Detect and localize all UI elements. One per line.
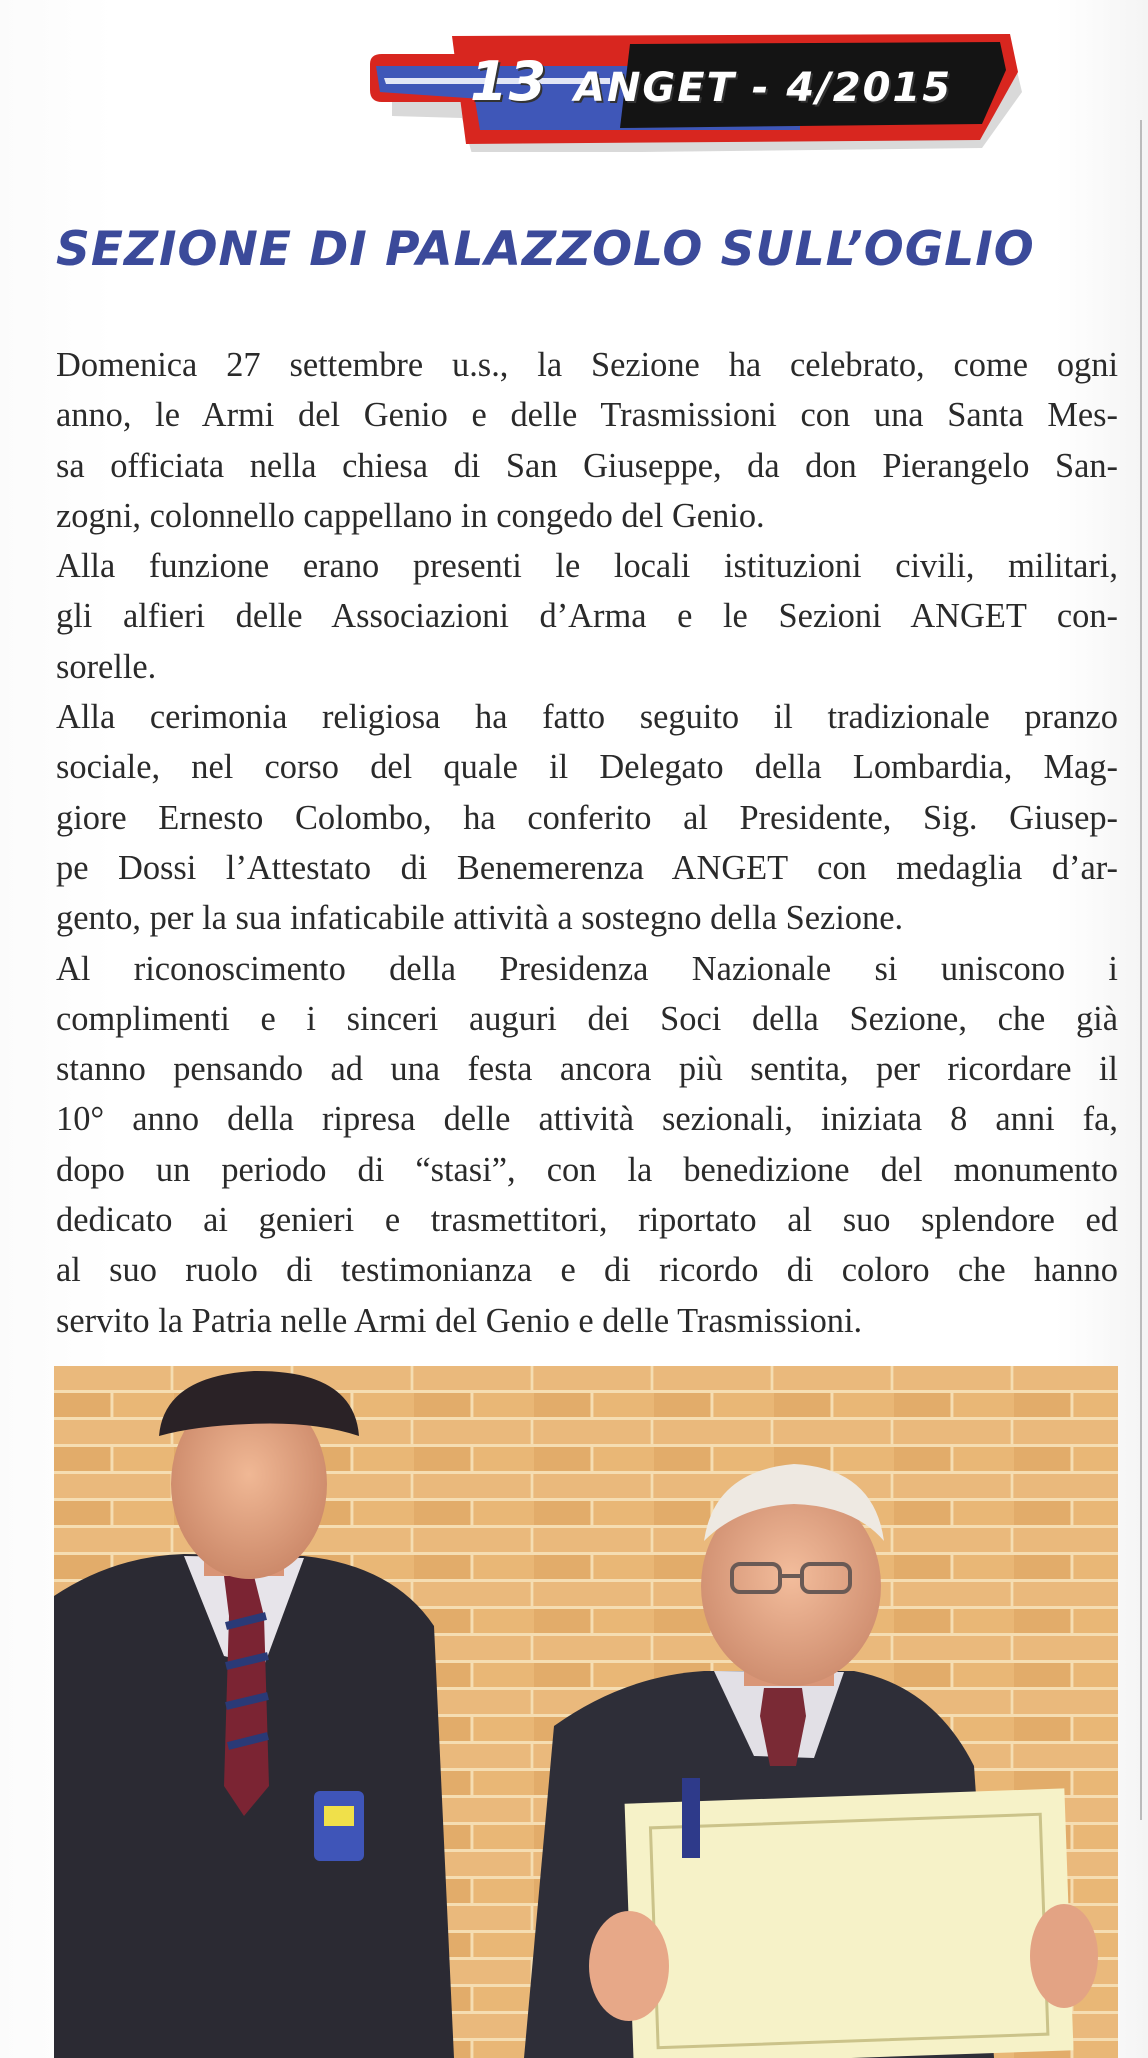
body-line: Al riconoscimento della Presidenza Nazionale si uniscono i: [56, 949, 1118, 988]
body-line: gli alfieri delle Associazioni d’Arma e le Sezioni ANGET con-: [56, 597, 1118, 636]
body-line: Alla cerimonia religiosa ha fatto seguito il tradizionale pranzo: [56, 698, 1118, 737]
body-line: pe Dossi l’Attestato di Benemerenza ANGET con medaglia d’ar-: [56, 848, 1118, 887]
body-line: dopo un periodo di “stasi”, con la benedizione del monumento: [56, 1150, 1118, 1189]
body-line: sorelle.: [56, 647, 157, 686]
body-line: al suo ruolo di testimonianza e di ricordo di coloro che hanno: [56, 1251, 1118, 1290]
body-line: servito la Patria nelle Armi del Genio e delle Trasmissioni.: [56, 1301, 863, 1340]
photo-illustration: [54, 1366, 1118, 2058]
body-line: zogni, colonnello cappellano in congedo del Genio.: [56, 496, 765, 535]
body-line: Alla funzione erano presenti le locali istituzioni civili, militari,: [56, 547, 1118, 586]
body-line: giore Ernesto Colombo, ha conferito al Presidente, Sig. Giusep-: [56, 798, 1118, 837]
body-line: stanno pensando ad una festa ancora più sentita, per ricordare il: [56, 1050, 1118, 1089]
body-line: sociale, nel corso del quale il Delegato della Lombardia, Mag-: [56, 748, 1118, 787]
body-line: gento, per la sua infaticabile attività a sostegno della Sezione.: [56, 899, 904, 938]
body-line: Domenica 27 settembre u.s., la Sezione ha celebrato, come ogni: [56, 346, 1118, 384]
header-banner: [370, 32, 1030, 152]
page-edge-line: [1140, 120, 1142, 1820]
body-line: 10° anno della ripresa delle attività sezionali, iniziata 8 anni fa,: [56, 1100, 1118, 1139]
page-number: 13: [470, 50, 548, 113]
article-body: [56, 340, 1118, 1346]
body-line: dedicato ai genieri e trasmettitori, riportato al suo splendore ed: [56, 1201, 1118, 1240]
body-line: sa officiata nella chiesa di San Giuseppe, da don Pierangelo San-: [56, 446, 1118, 485]
article-title: SEZIONE DI PALAZZOLO SULL’OGLIO: [56, 222, 1035, 277]
body-line: complimenti e i sinceri auguri dei Soci della Sezione, che già: [56, 999, 1118, 1038]
article-photo: [54, 1366, 1118, 2058]
body-line: anno, le Armi del Genio e delle Trasmissioni con una Santa Mes-: [56, 396, 1118, 435]
issue-label: ANGET - 4/2015: [574, 65, 953, 111]
